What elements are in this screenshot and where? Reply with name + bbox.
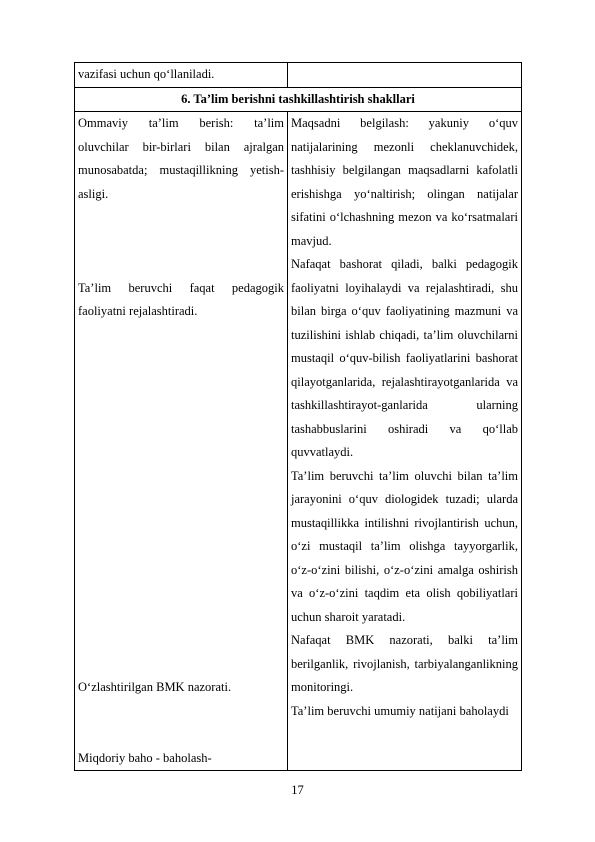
right-entry: Ta’lim beruvchi umumiy natijani baholaydi [291, 703, 509, 718]
forms-table [74, 62, 522, 771]
right-entry: Maqsadni belgilash: yakuniy o‘quv natijalarining mezonli cheklanuvchidek, tashhisiy belgilangan maqsadlarni kafolatli erishishga yo‘naltirish; olingan natijalar sifatini o‘lchashning mezon va ko‘rsatmalari mavjud. [291, 116, 518, 248]
left-entry: Miqdoriy baho - baholash- [78, 750, 212, 765]
table-row [75, 63, 522, 88]
right-entry: Nafaqat BMK nazorati, balki ta’lim berilganlik, rivojlanish, tarbiyalanganlikning monitoringi. [291, 633, 518, 694]
left-entry: O‘zlashtirilgan BMK nazorati. [78, 680, 232, 694]
table-row [75, 112, 522, 771]
left-entry: Ommaviy ta’lim berish: ta’lim oluvchilar bir-birlari bilan ajralgan munosabatda; mustaqillikning yetish-asligi. [78, 116, 284, 201]
right-entry: Ta’lim beruvchi ta’lim oluvchi bilan ta’lim jarayonini o‘quv diologidek tuzadi; ularda mustaqillikka intilishni rivojlantirish uchun, o‘zi mustaqil ta’lim olishga tayyorgarlik, o‘z-o‘zini bilishi, o‘z-o‘zini amalga oshirish va o‘z-o‘zini taqdim eta olish qobiliyatlari uchun sharoit yaratadi. [291, 468, 518, 624]
table-section-header-row [75, 87, 522, 112]
table-cell-right [288, 112, 522, 771]
left-entry: Ta’lim beruvchi faqat pedagogik faoliyatni rejalashtiradi. [78, 280, 284, 318]
section-header: 6. Ta’lim berishni tashkillashtirish shakllari [75, 87, 522, 112]
table-cell-right [288, 63, 522, 88]
right-entry: Nafaqat bashorat qiladi, balki pedagogik faoliyatni loyihalaydi va rejalashtiradi, shu bilan birga o‘quv faoliyatining mazmuni va tuzilishini ishlab chiqadi, ta’lim oluvchilarni mustaqil o‘quv-bilish faoliyatlarini bashorat qilayotganlarida, rejalashtirayotganlarida va tashkillashtirayot-ganlarida ularning tashabbuslarini oshiradi va qo‘llab quvvatlaydi. [291, 257, 518, 459]
table-cell-left: vazifasi uchun qo‘llaniladi. [75, 63, 288, 88]
page-number: 17 [291, 783, 304, 797]
table-cell-left [75, 112, 288, 771]
